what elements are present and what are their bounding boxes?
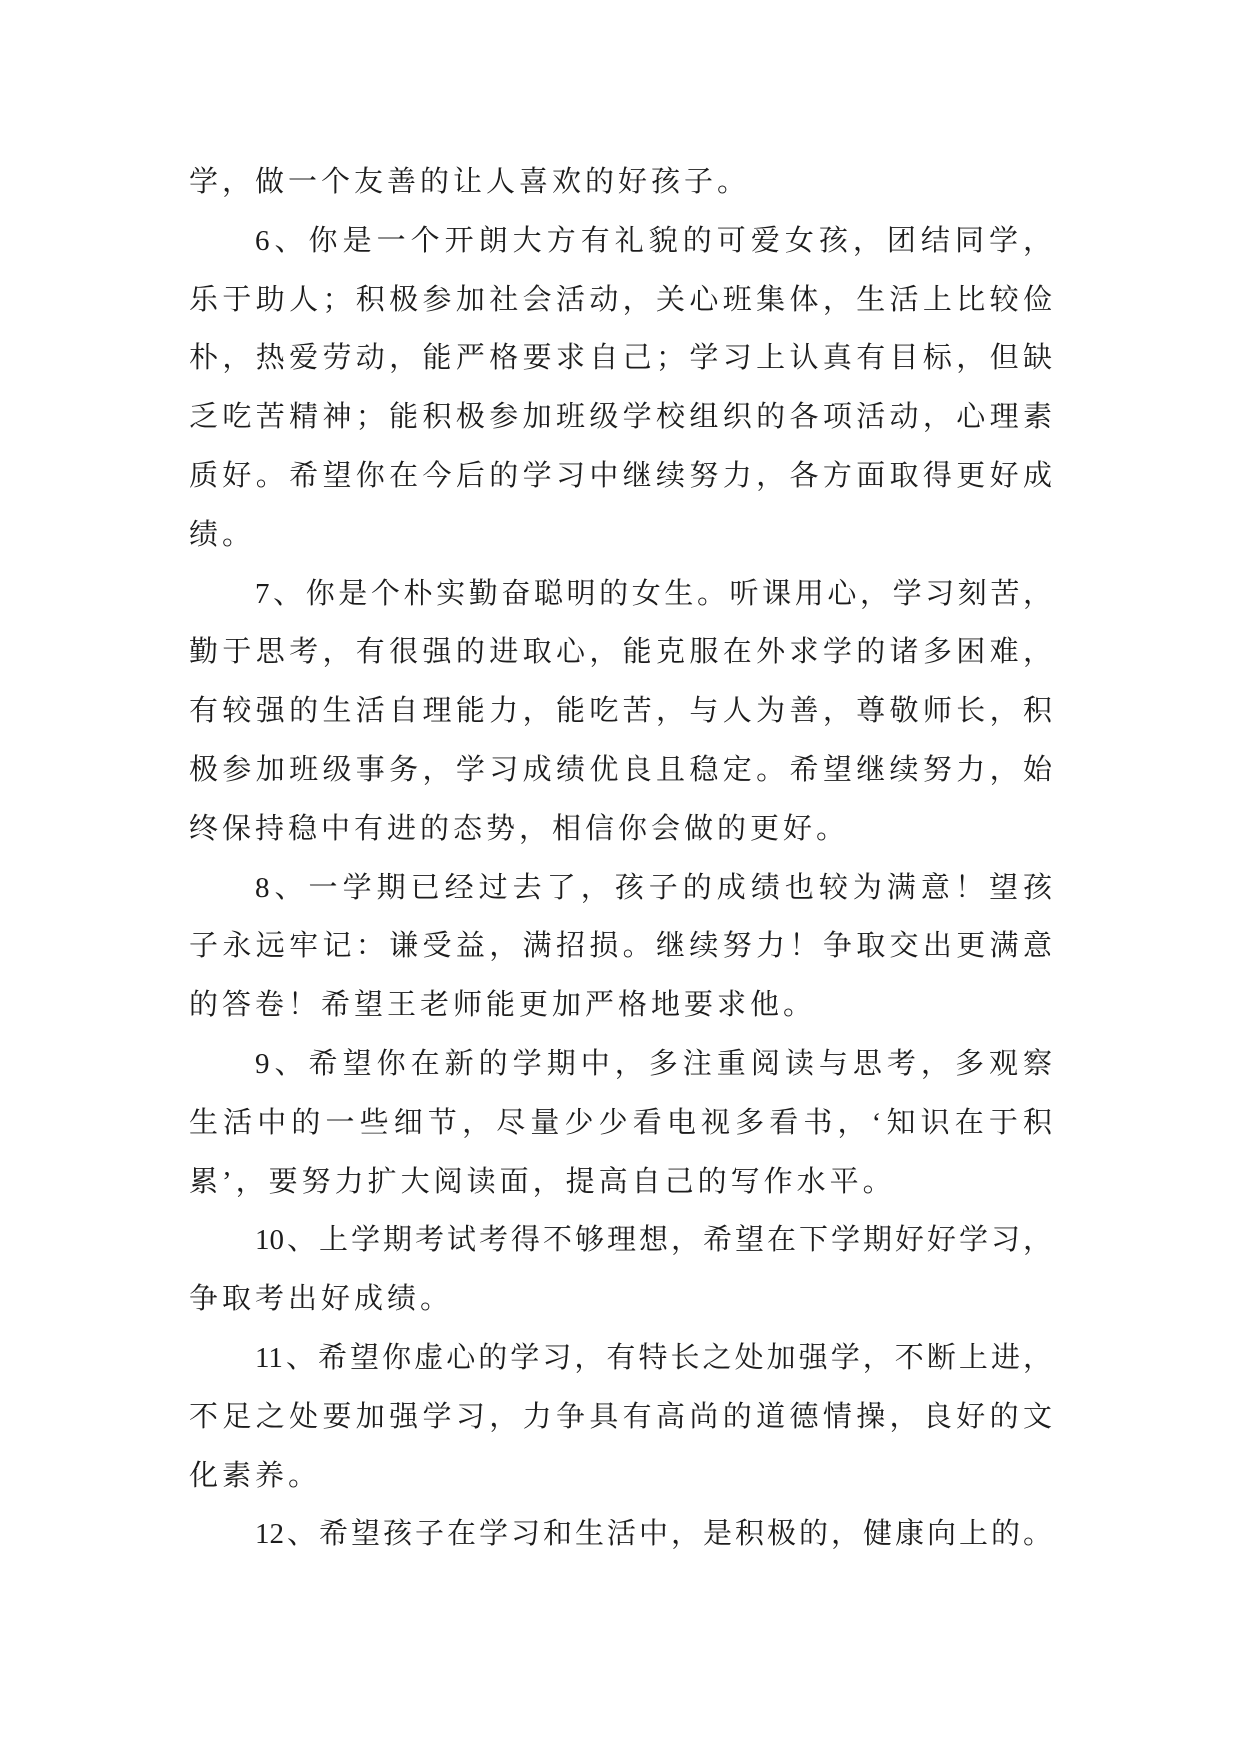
text-line: 有较强的生活自理能力，能吃苦，与人为善，尊敬师长，积 [189, 695, 1052, 728]
text-line: 极参加班级事务，学习成绩优良且稳定。希望继续努力，始 [189, 753, 1052, 786]
text-line: 质好。希望你在今后的学习中继续努力，各方面取得更好成 [189, 459, 1052, 492]
paragraph-9 [189, 1035, 1052, 1211]
text-line: 乐于助人；积极参加社会活动，关心班集体，生活上比较俭 [189, 283, 1052, 316]
paragraph-8 [189, 859, 1052, 1035]
text-line: 学，做一个友善的让人喜欢的好孩子。 [189, 166, 751, 198]
paragraph-7 [189, 565, 1052, 859]
text-line: 绩。 [189, 518, 256, 551]
text-line: 10、上学期考试考得不够理想，希望在下学期好好学习， [255, 1224, 1052, 1257]
text-line: 生活中的一些细节，尽量少少看电视多看书，‘知识在于积 [189, 1106, 1052, 1139]
text-line: 的答卷！希望王老师能更加严格地要求他。 [189, 989, 817, 1022]
text-line: 朴，热爱劳动，能严格要求自己；学习上认真有目标，但缺 [189, 342, 1052, 375]
paragraph-continuation [189, 153, 1052, 212]
text-line: 勤于思考，有很强的进取心，能克服在外求学的诸多困难， [189, 636, 1052, 669]
text-line: 乏吃苦精神；能积极参加班级学校组织的各项活动，心理素 [189, 401, 1052, 434]
text-line: 9、希望你在新的学期中，多注重阅读与思考，多观察 [255, 1047, 1052, 1080]
text-line: 6、你是一个开朗大方有礼貌的可爱女孩，团结同学， [255, 224, 1052, 257]
text-line: 化素养。 [189, 1459, 322, 1492]
text-line: 争取考出好成绩。 [189, 1283, 454, 1316]
text-line: 子永远牢记：谦受益，满招损。继续努力！争取交出更满意 [189, 930, 1052, 963]
text-line: 终保持稳中有进的态势，相信你会做的更好。 [189, 812, 850, 845]
paragraph-6 [189, 212, 1052, 565]
text-line: 8、一学期已经过去了，孩子的成绩也较为满意！望孩 [255, 871, 1052, 904]
text-line: 12、希望孩子在学习和生活中，是积极的，健康向上的。 [255, 1518, 1052, 1551]
text-line: 11、希望你虚心的学习，有特长之处加强学，不断上进， [255, 1341, 1052, 1374]
text-line: 不足之处要加强学习，力争具有高尚的道德情操，良好的文 [189, 1400, 1052, 1433]
text-line: 累’，要努力扩大阅读面，提高自己的写作水平。 [189, 1165, 896, 1198]
paragraph-12 [189, 1505, 1052, 1564]
text-line: 7、你是个朴实勤奋聪明的女生。听课用心，学习刻苦， [255, 577, 1052, 610]
paragraph-10 [189, 1211, 1052, 1329]
paragraph-11 [189, 1329, 1052, 1505]
